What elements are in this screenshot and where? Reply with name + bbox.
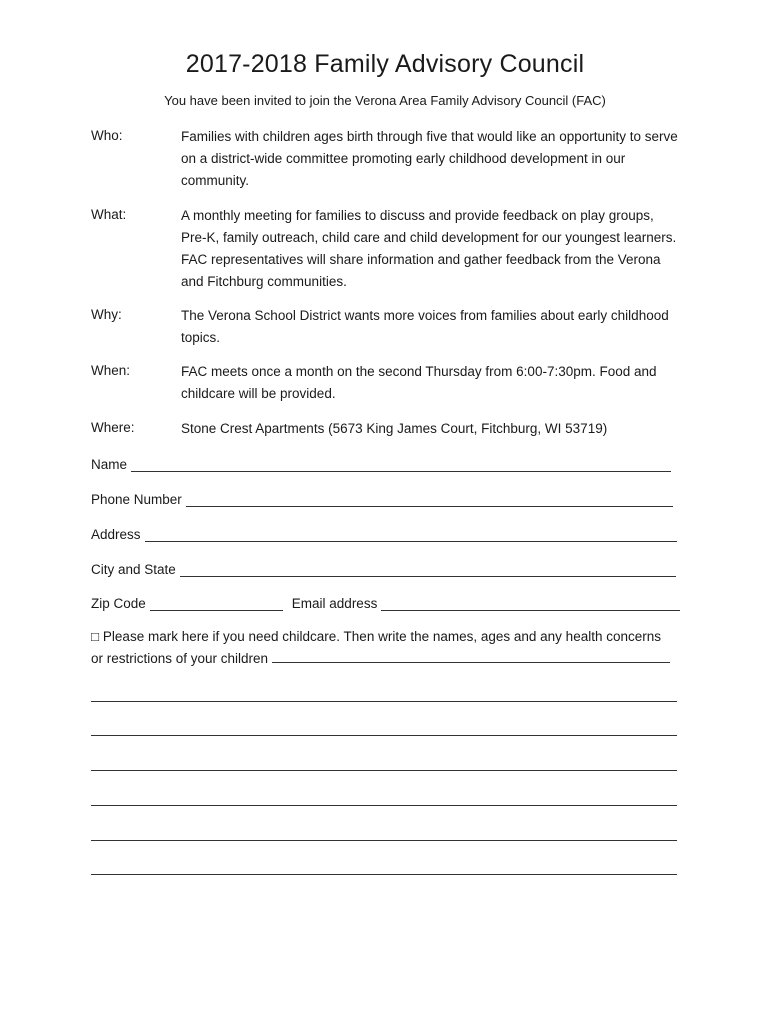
children-info-line-4[interactable] — [91, 805, 677, 806]
what-text: A monthly meeting for families to discuss and provide feedback on play groups, Pre-K, family outreach, child care and child development for our youngest learners. FAC representatives will share information and gather feedback from the Verona and Fitchburg communities. — [181, 208, 677, 289]
childcare-note-line2: or restrictions of your children — [91, 651, 269, 666]
name-field[interactable] — [131, 457, 671, 472]
phone-label: Phone Number — [91, 492, 182, 507]
phone-field[interactable] — [186, 492, 673, 507]
who-label: Who: — [91, 128, 123, 143]
who-text: Families with children ages birth through five that would like an opportunity to serve on a district-wide committee promoting early childhood development in our community. — [181, 129, 678, 188]
email-field[interactable] — [381, 596, 680, 611]
address-field[interactable] — [145, 527, 677, 542]
children-info-field[interactable] — [272, 649, 670, 663]
children-info-line-1[interactable] — [91, 701, 677, 702]
address-label: Address — [91, 527, 141, 542]
city-state-label: City and State — [91, 562, 176, 577]
children-info-line-2[interactable] — [91, 735, 677, 736]
invitation-subtitle: You have been invited to join the Verona Area Family Advisory Council (FAC) — [164, 93, 606, 108]
city-state-field[interactable] — [180, 562, 676, 577]
children-info-line-5[interactable] — [91, 840, 677, 841]
children-info-line-6[interactable] — [91, 874, 677, 875]
what-label: What: — [91, 207, 127, 222]
name-field-row — [91, 452, 671, 472]
when-text: FAC meets once a month on the second Thursday from 6:00-7:30pm. Food and childcare will be provided. — [181, 364, 657, 401]
when-label: When: — [91, 363, 131, 378]
page-title: 2017-2018 Family Advisory Council — [185, 50, 585, 78]
zip-label: Zip Code — [91, 596, 146, 611]
where-text: Stone Crest Apartments (5673 King James Court, Fitchburg, WI 53719) — [181, 421, 608, 436]
childcare-note — [91, 626, 691, 670]
why-text: The Verona School District wants more voices from families about early childhood topics. — [181, 308, 669, 345]
where-label: Where: — [91, 420, 135, 435]
childcare-note-line1: Please mark here if you need childcare. Then write the names, ages and any health concerns — [102, 629, 661, 644]
name-label: Name — [91, 457, 128, 472]
why-label: Why: — [91, 307, 122, 322]
phone-field-row — [91, 487, 673, 507]
city-state-field-row — [91, 557, 676, 577]
address-field-row — [91, 522, 677, 542]
childcare-checkbox[interactable]: □ — [91, 629, 100, 644]
children-info-line-3[interactable] — [91, 770, 677, 771]
zip-email-field-row — [91, 591, 680, 611]
email-label: Email address — [291, 596, 378, 611]
zip-field[interactable] — [150, 596, 283, 611]
